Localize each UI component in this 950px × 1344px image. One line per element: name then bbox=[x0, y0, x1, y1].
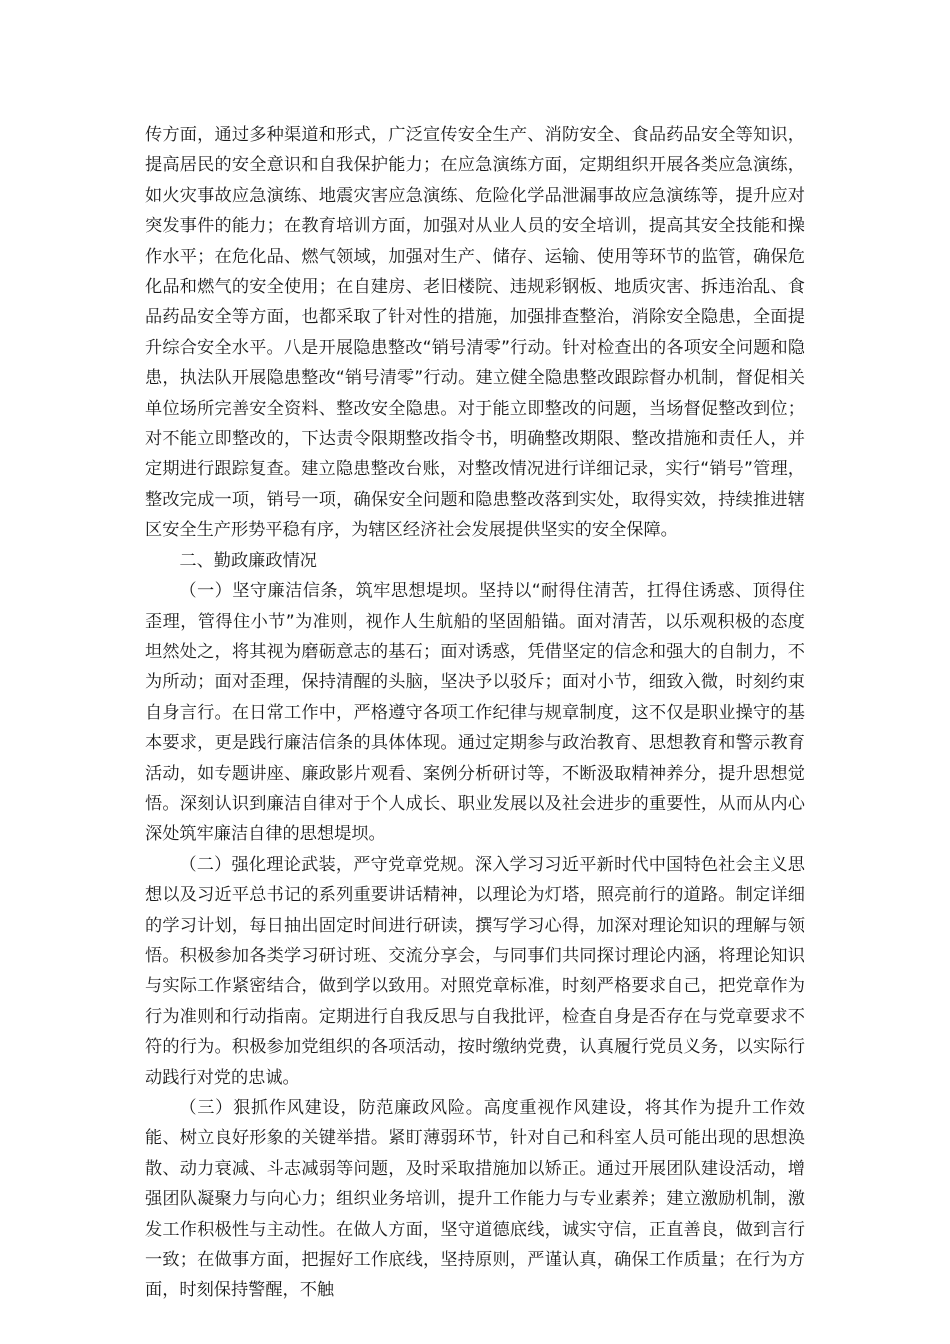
paragraph-safety-continued: 传方面，通过多种渠道和形式，广泛宣传安全生产、消防安全、食品药品安全等知识，提高居民的安全意识和自我保护能力；在应急演练方面，定期组织开展各类应急演练，如火灾事故应急演练、地震灾害应急演练、危险化学品泄漏事故应急演练等，提升应对突发事件的能力；在教育培训方面，加强对从业人员的安全培训，提高其安全技能和操作水平；在危化品、燃气领域，加强对生产、储存、运输、使用等环节的监管，确保危化品和燃气的安全使用；在自建房、老旧楼院、违规彩钢板、地质灾害、拆违治乱、食品药品安全等方面，也都采取了针对性的措施，加强排查整治，消除安全隐患，全面提升综合安全水平。八是开展隐患整改“销号清零”行动。针对检查出的各项安全问题和隐患，执法队开展隐患整改“销号清零”行动。建立健全隐患整改跟踪督办机制，督促相关单位场所完善安全资料、整改安全隐患。对于能立即整改的问题，当场督促整改到位；对不能立即整改的，下达责令限期整改指令书，明确整改期限、整改措施和责任人，并定期进行跟踪复查。建立隐患整改台账，对整改情况进行详细记录，实行“销号”管理，整改完成一项，销号一项，确保安全问题和隐患整改落到实处，取得实效，持续推进辖区安全生产形势平稳有序，为辖区经济社会发展提供坚实的安全保障。 bbox=[145, 125, 805, 541]
document-page bbox=[145, 120, 805, 1306]
section-heading-diligence-integrity: 二、勤政廉政情况 bbox=[179, 550, 317, 571]
paragraph-theory-study: （二）强化理论武装，严守党章党规。深入学习习近平新时代中国特色社会主义思想以及习近平总书记的系列重要讲话精神，以理论为灯塔，照亮前行的道路。制定详细的学习计划，每日抽出固定时间进行研读，撰写学习心得，加深对理论知识的理解与领悟。积极参加各类学习研讨班、交流分享会，与同事们共同探讨理论内涵，将理论知识与实际工作紧密结合，做到学以致用。对照党章标准，时刻严格要求自己，把党章作为行为准则和行动指南。定期进行自我反思与自我批评，检查自身是否存在与党章要求不符的行为。积极参加党组织的各项活动，按时缴纳党费，认真履行党员义务，以实际行动践行对党的忠诚。 bbox=[145, 854, 805, 1088]
paragraph-integrity-belief: （一）坚守廉洁信条，筑牢思想堤坝。坚持以“耐得住清苦，扛得住诱惑、顶得住歪理，管得住小节”为准则，视作人生航船的坚固船锚。面对清苦，以乐观积极的态度坦然处之，将其视为磨砺意志的基石；面对诱惑，凭借坚定的信念和强大的自制力，不为所动；面对歪理，保持清醒的头脑，坚决予以驳斥；面对小节，细致入微，时刻约束自身言行。在日常工作中，严格遵守各项工作纪律与规章制度，这不仅是职业操守的基本要求，更是践行廉洁信条的具体体现。通过定期参与政治教育、思想教育和警示教育活动，如专题讲座、廉政影片观看、案例分析研讨等，不断汲取精神养分，提升思想觉悟。深刻认识到廉洁自律对于个人成长、职业发展以及社会进步的重要性，从而从内心深处筑牢廉洁自律的思想堤坝。 bbox=[145, 581, 805, 845]
paragraph-work-style: （三）狠抓作风建设，防范廉政风险。高度重视作风建设，将其作为提升工作效能、树立良好形象的关键举措。紧盯薄弱环节，针对自己和科室人员可能出现的思想涣散、动力衰减、斗志减弱等问题，及时采取措施加以矫正。通过开展团队建设活动，增强团队凝聚力与向心力；组织业务培训，提升工作能力与专业素养；建立激励机制，激发工作积极性与主动性。在做人方面，坚守道德底线，诚实守信，正直善良，做到言行一致；在做事方面，把握好工作底线，坚持原则，严谨认真，确保工作质量；在行为方面，时刻保持警醒，不触 bbox=[145, 1098, 805, 1301]
